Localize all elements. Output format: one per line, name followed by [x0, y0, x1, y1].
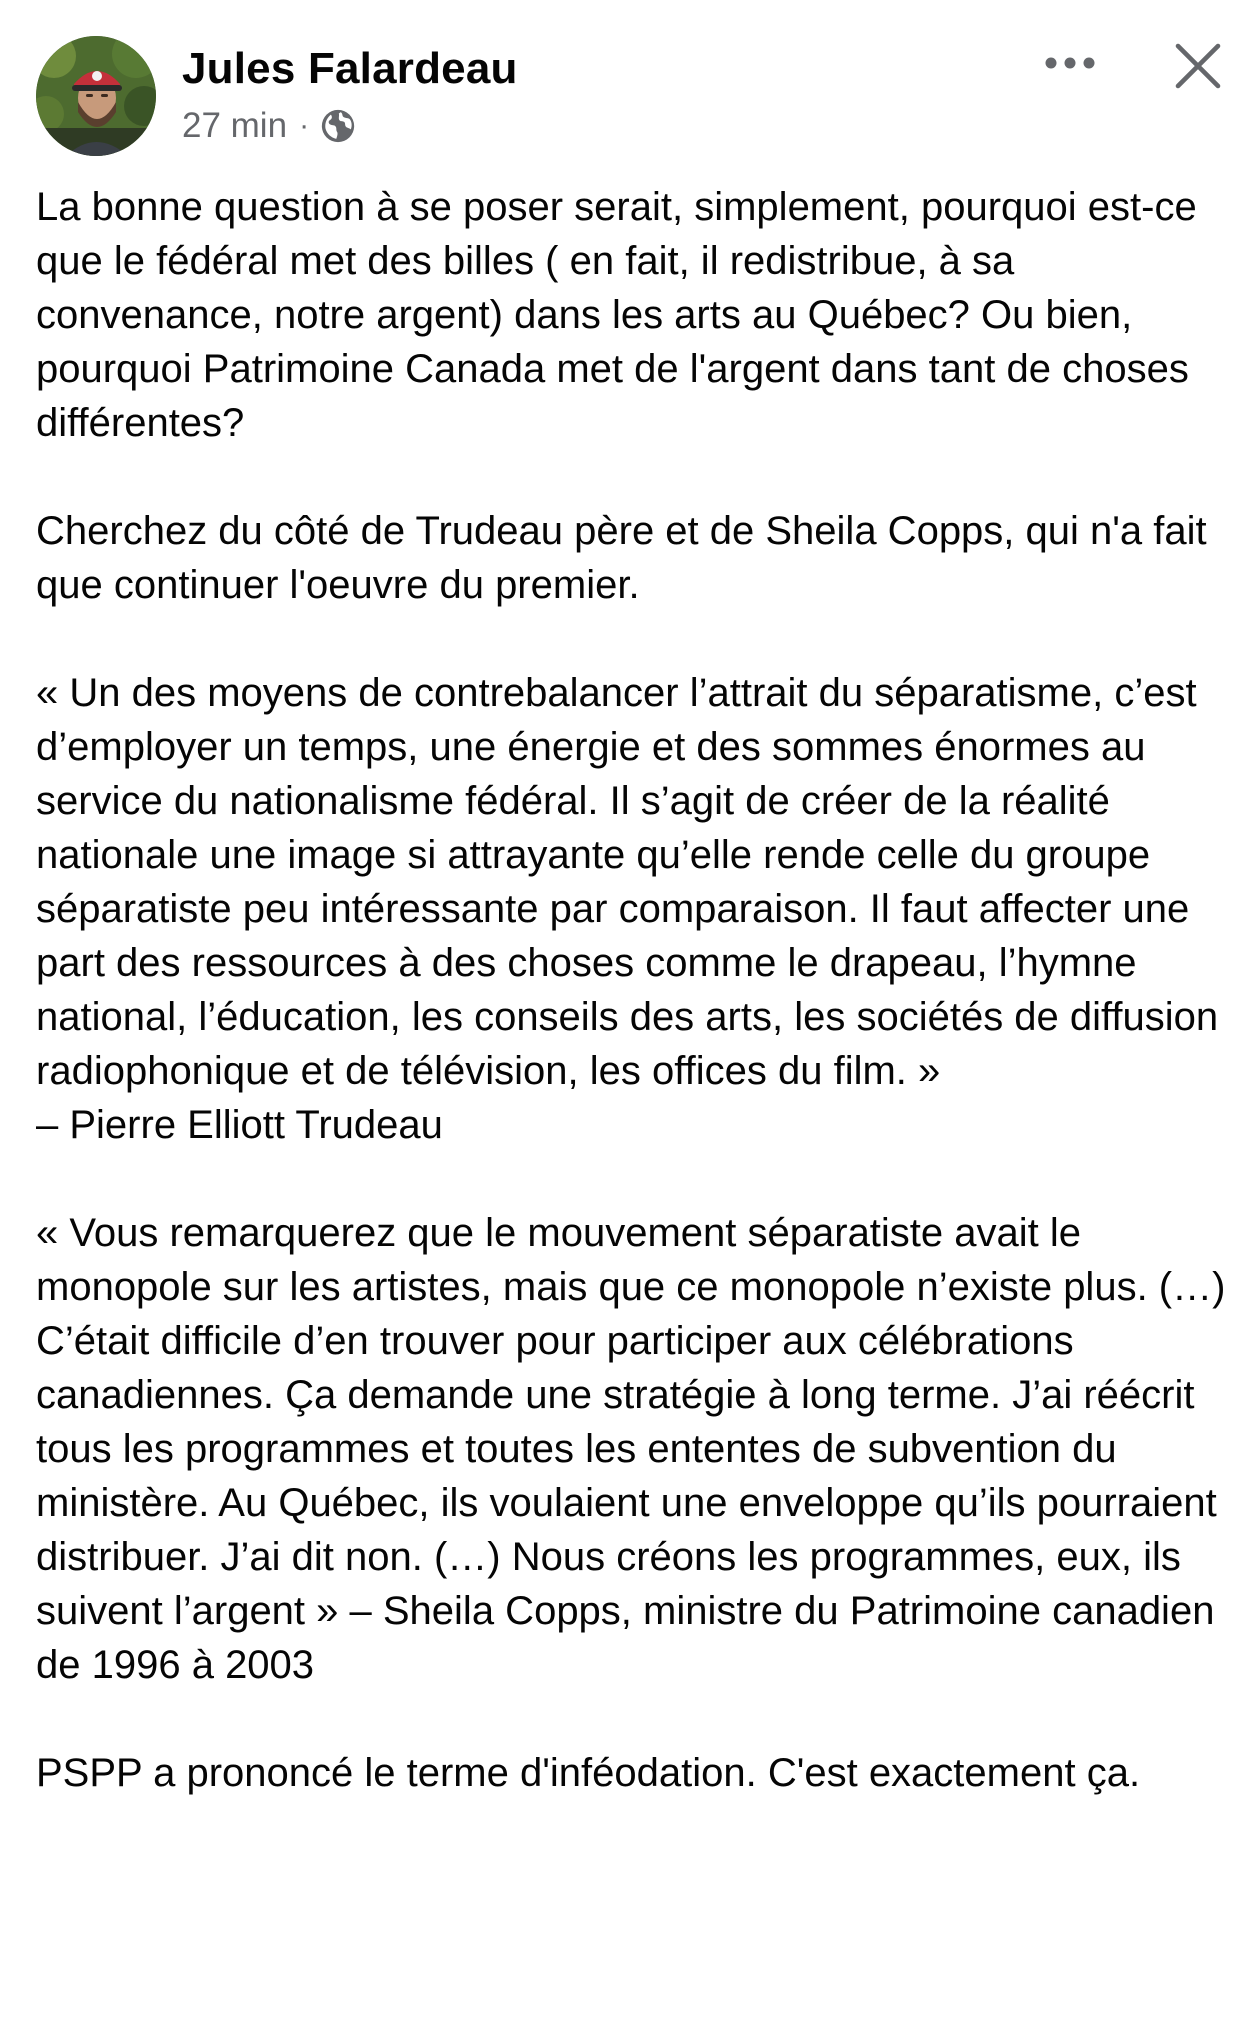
post-paragraph: Cherchez du côté de Trudeau père et de Sheila Copps, qui n'a fait que continuer l'oeuvre du premier. [36, 509, 1207, 607]
more-horizontal-icon [1044, 56, 1096, 75]
globe-icon[interactable] [319, 107, 357, 145]
close-icon [1173, 41, 1223, 96]
post-text [36, 180, 1236, 1854]
post-time[interactable]: 27 min [182, 106, 288, 145]
post-header [0, 0, 1260, 170]
post-meta [182, 104, 357, 148]
post-paragraph: La bonne question à se poser serait, simplement, pourquoi est-ce que le fédéral met des billes ( en fait, il redistribue, à sa convenance, notre argent) dans les arts au Québec? Ou bien, pourquoi Patrimoine Canada met de l'argent dans tant de choses différentes? [36, 185, 1197, 445]
avatar-photo [36, 36, 156, 156]
author-name[interactable]: Jules Falardeau [182, 44, 518, 93]
avatar[interactable] [36, 36, 156, 156]
post-paragraph: PSPP a prononcé le terme d'inféodation. C'est exactement ça. [36, 1751, 1141, 1795]
meta-separator: · [299, 109, 310, 142]
quote-copps: « Vous remarquerez que le mouvement séparatiste avait le monopole sur les artistes, mais que ce monopole n’existe plus. (…) C’était difficile d’en trouver pour participer aux célébrations canadiennes. Ça demande une stratégie à long terme. J’ai réécrit tous les programmes et toutes les ententes de subvention du ministère. Au Québec, ils voulaient une enveloppe qu’ils pourraient distribuer. J’ai dit non. (…) Nous créons les programmes, eux, ils suivent l’argent » – Sheila Copps, ministre du Patrimoine canadien de 1996 à 2003 [36, 1211, 1226, 1687]
quote-trudeau: « Un des moyens de contrebalancer l’attrait du séparatisme, c’est d’employer un temps, une énergie et des sommes énormes au service du nationalisme fédéral. Il s’agit de créer de la réalité nationale une image si attrayante qu’elle rende celle du groupe séparatiste peu intéressante par comparaison. Il faut affecter une part des ressources à des choses comme le drapeau, l’hymne national, l’éducation, les conseils des arts, les sociétés de diffusion radiophonique et de télévision, les offices du film. » [36, 671, 1219, 1093]
quote-attribution: – Pierre Elliott Trudeau [36, 1103, 443, 1147]
more-options-button[interactable] [1035, 40, 1105, 90]
close-button[interactable] [1168, 38, 1228, 98]
